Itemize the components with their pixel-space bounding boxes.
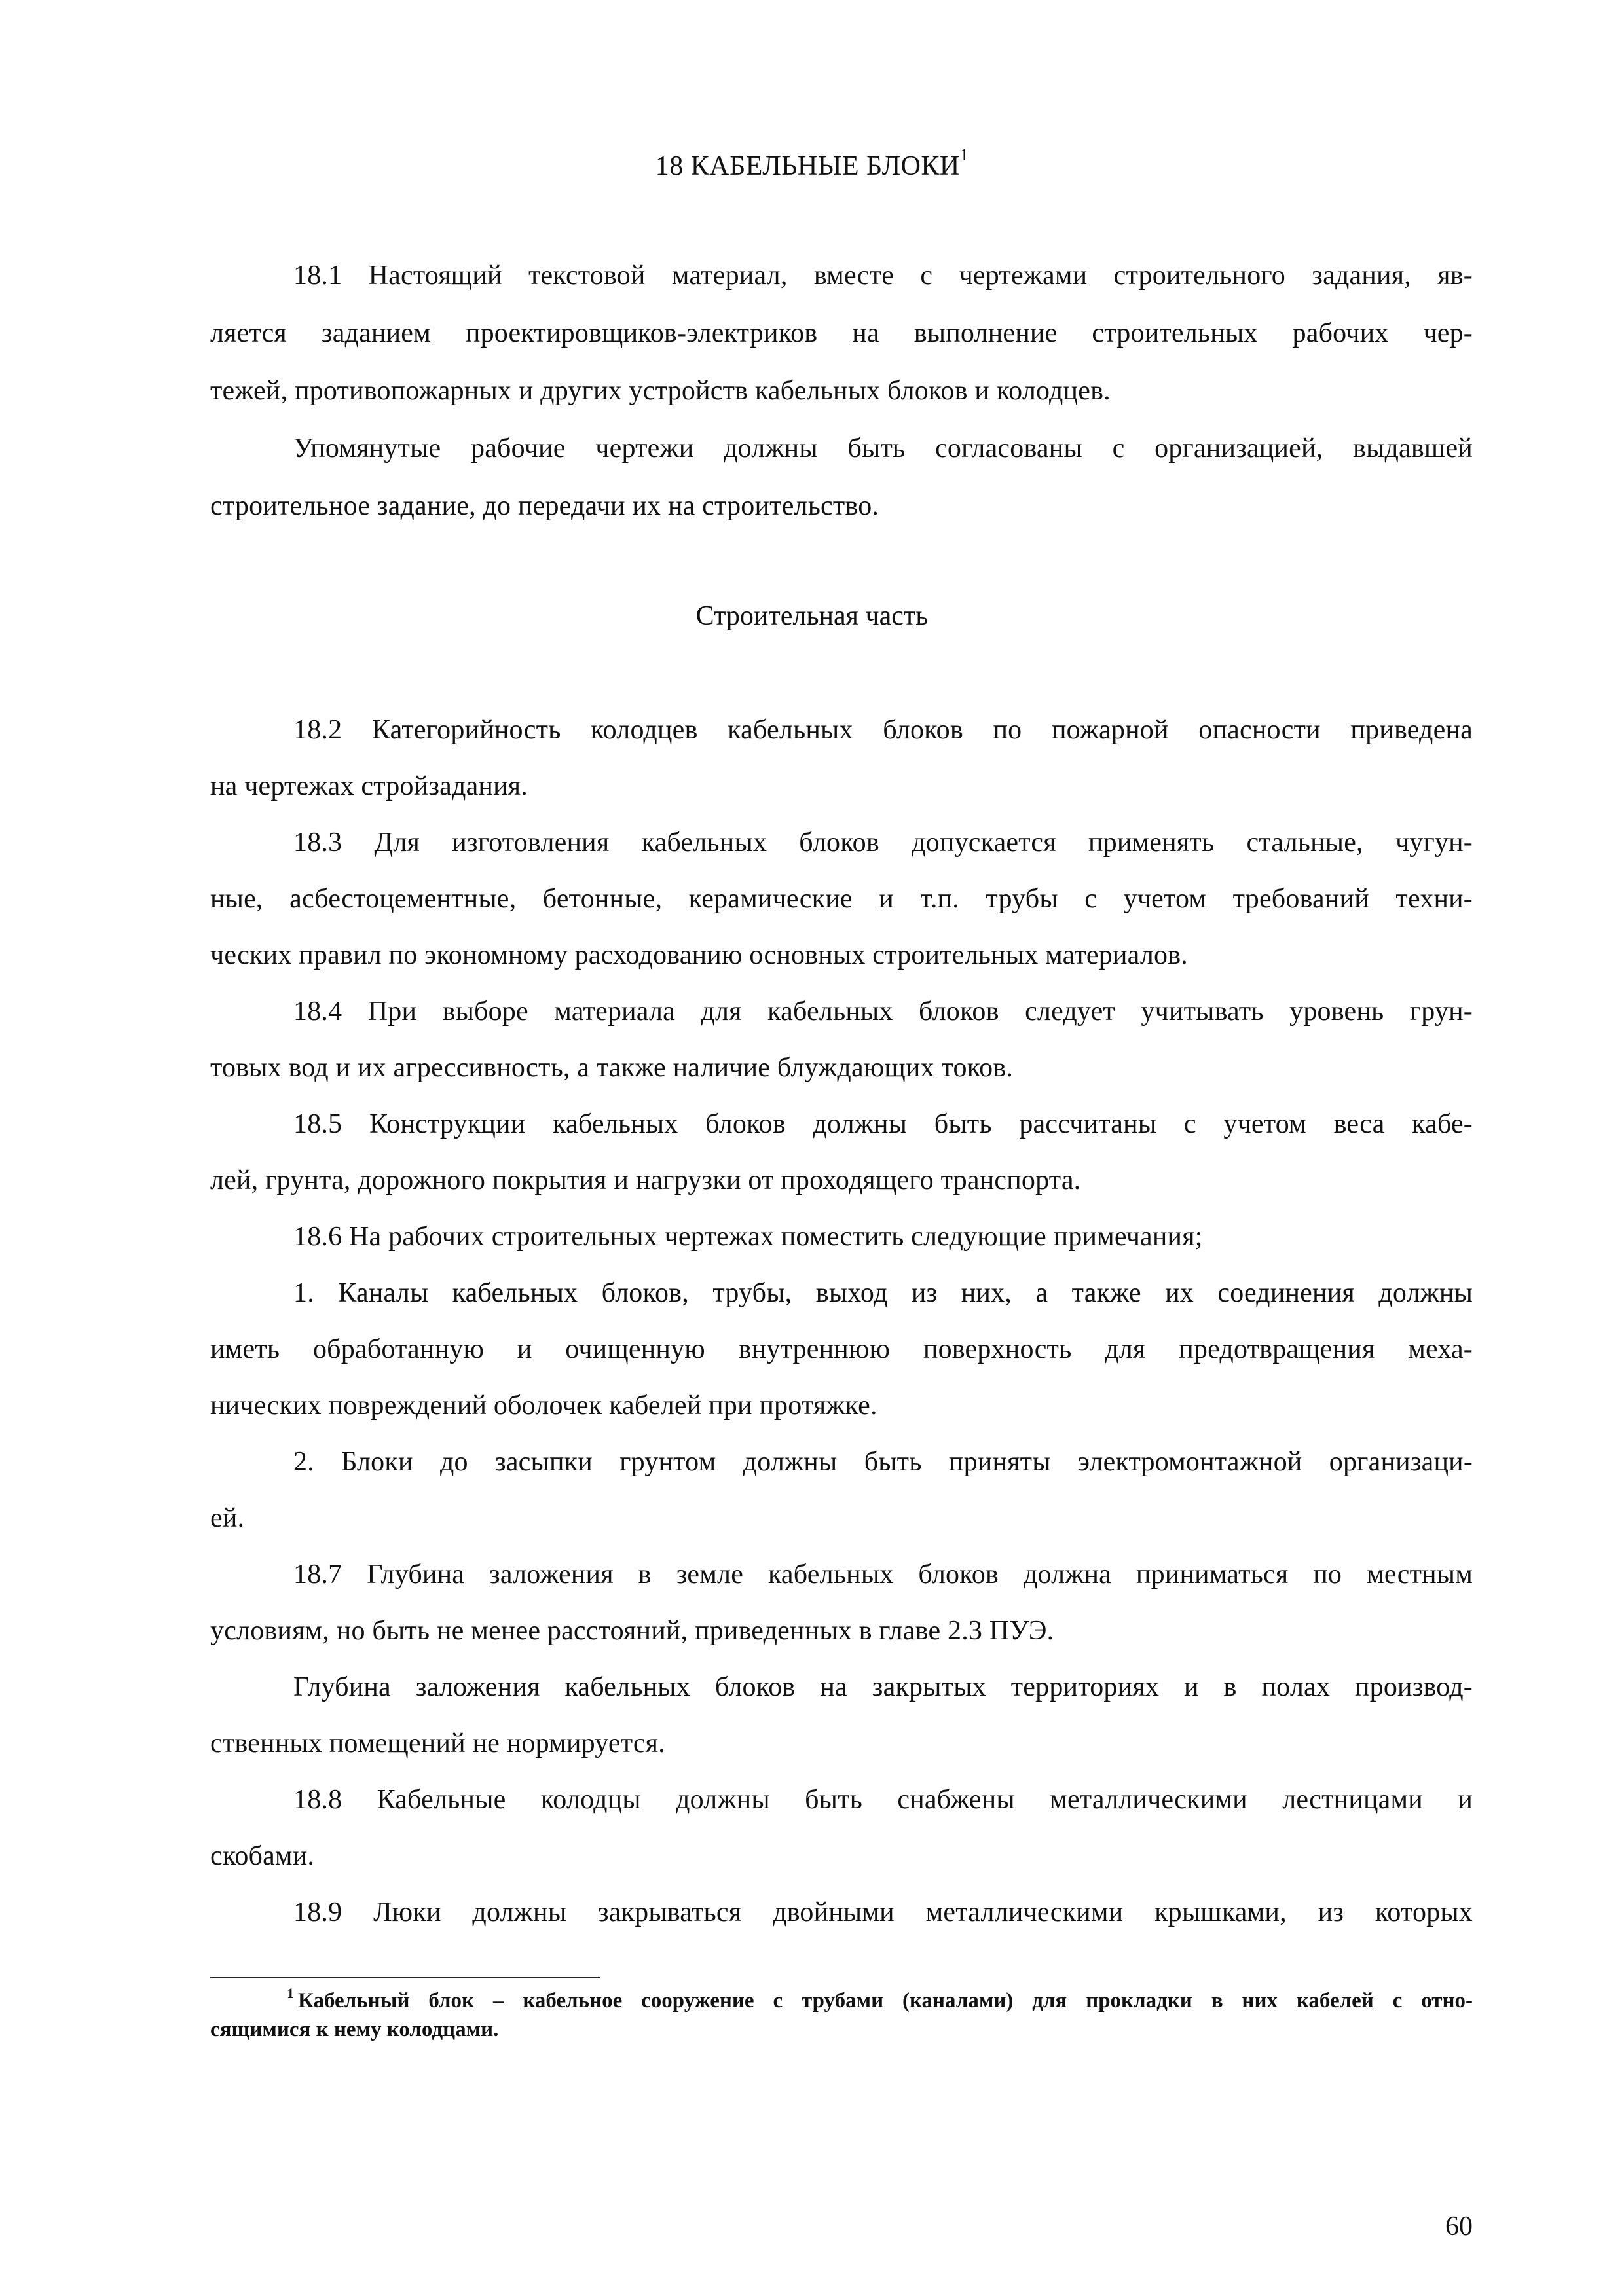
paragraph-line: 2. Блоки до засыпки грунтом должны быть приняты электромонтажной организаци- (293, 1447, 1473, 1477)
heading-text: 18 КАБЕЛЬНЫЕ БЛОКИ (655, 151, 960, 181)
footnote-mark: 1 (287, 1985, 294, 2001)
heading-footnote-mark: 1 (959, 145, 969, 164)
paragraph-line: 18.4 При выборе материала для кабельных блоков следует учитывать уровень грун- (293, 996, 1473, 1027)
paragraph-line: 1. Каналы кабельных блоков, трубы, выход из них, а также их соединения должны (293, 1278, 1473, 1308)
paragraph-line: строительное задание, до передачи их на строительство. (210, 491, 879, 521)
paragraph-line: ственных помещений не нормируется. (210, 1728, 665, 1758)
paragraph-line: нических повреждений оболочек кабелей при протяжке. (210, 1391, 877, 1421)
paragraph-line: тежей, противопожарных и других устройств кабельных блоков и колодцев. (210, 376, 1111, 406)
paragraph-line: 18.1 Настоящий текстовой материал, вместе с чертежами строительного задания, яв- (293, 261, 1473, 291)
paragraph-line: 18.9 Люки должны закрываться двойными металлическими крышками, из которых (293, 1897, 1473, 1927)
paragraph-line: на чертежах стройзадания. (210, 771, 528, 801)
paragraph-line: ей. (210, 1503, 245, 1533)
paragraph-line: Глубина заложения кабельных блоков на закрытых территориях и в полах производ- (293, 1672, 1473, 1702)
paragraph-line: ческих правил по экономному расходованию основных строительных материалов. (210, 940, 1188, 970)
paragraph-line: 18.5 Конструкции кабельных блоков должны быть рассчитаны с учетом веса кабе- (293, 1109, 1473, 1139)
paragraph-line: ные, асбестоцементные, бетонные, керамические и т.п. трубы с учетом требований техни- (210, 884, 1473, 914)
paragraph-line: лей, грунта, дорожного покрытия и нагрузки от проходящего транспорта. (210, 1165, 1081, 1195)
page-number: 60 (1445, 2212, 1473, 2242)
section-title: Строительная часть (695, 601, 929, 631)
footnote-line (287, 1985, 1473, 2013)
paragraph-line: 18.2 Категорийность колодцев кабельных блоков по пожарной опасности приведена (293, 715, 1473, 745)
page-heading (0, 145, 1624, 181)
footnote-text: Кабельный блок – кабельное сооружение с трубами (каналами) для прокладки в них кабелей с отно- (298, 1989, 1473, 2013)
paragraph-line: Упомянутые рабочие чертежи должны быть согласованы с организацией, выдавшей (293, 433, 1473, 464)
paragraph-line: 18.6 На рабочих строительных чертежах поместить следующие примечания; (293, 1222, 1203, 1252)
paragraph-line: условиям, но быть не менее расстояний, приведенных в главе 2.3 ПУЭ. (210, 1616, 1054, 1646)
paragraph-line: 18.3 Для изготовления кабельных блоков допускается применять стальные, чугун- (293, 828, 1473, 858)
footnote-separator (210, 1977, 600, 1978)
paragraph-line: иметь обработанную и очищенную внутреннюю поверхность для предотвращения меха- (210, 1334, 1473, 1364)
paragraph-line: скобами. (210, 1841, 315, 1871)
paragraph-line: 18.7 Глубина заложения в земле кабельных блоков должна приниматься по местным (293, 1559, 1473, 1590)
footnote-line: сящимися к нему колодцами. (210, 2018, 499, 2041)
paragraph-line: товых вод и их агрессивность, а также наличие блуждающих токов. (210, 1053, 1014, 1083)
paragraph-line: ляется заданием проектировщиков-электриков на выполнение строительных рабочих чер- (210, 318, 1473, 348)
paragraph-line: 18.8 Кабельные колодцы должны быть снабжены металлическими лестницами и (293, 1785, 1473, 1815)
